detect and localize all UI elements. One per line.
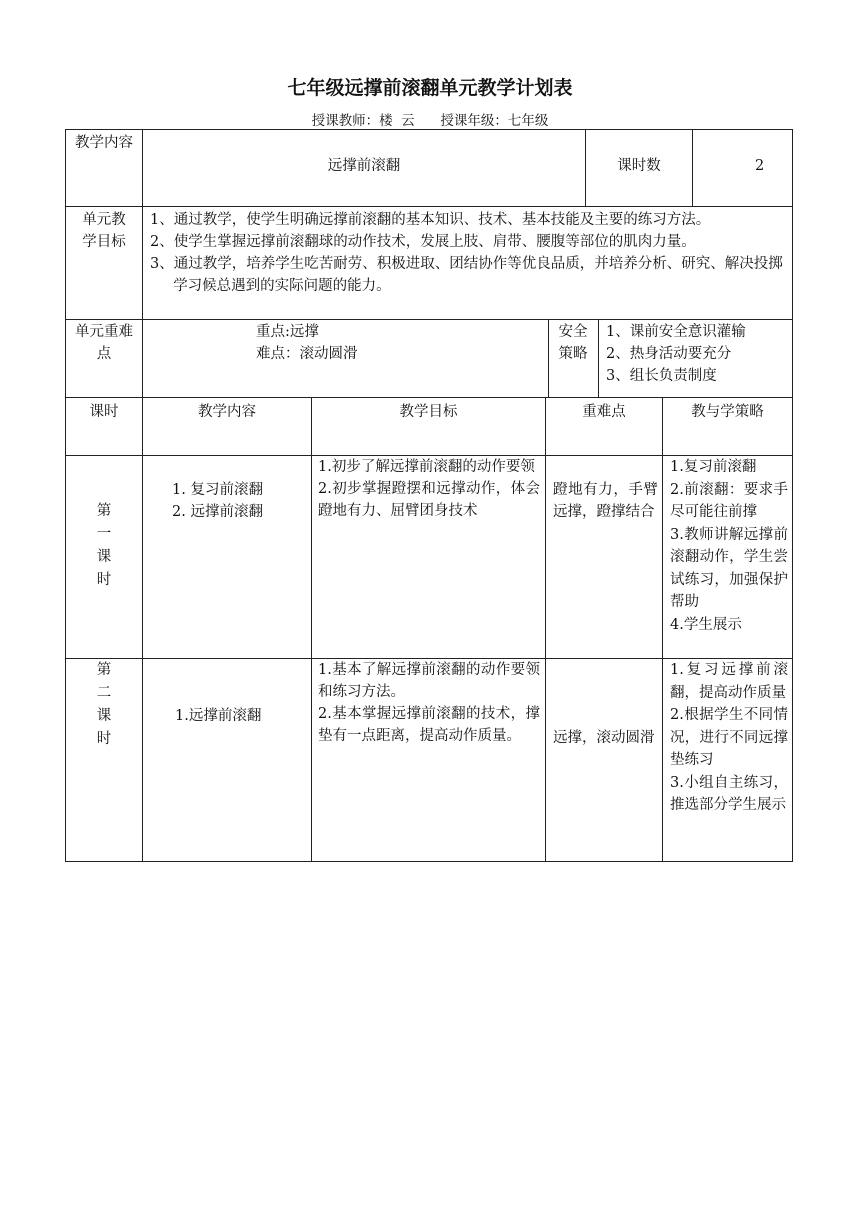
safety-item: 1、课前安全意识灌输 [606, 324, 746, 340]
lesson-objectives: 1.基本了解远撑前滚翻的动作要领和练习方法。 2.基本掌握远撑前滚翻的技术，撑垫有一点距离，提高动作质量。 [318, 662, 540, 744]
lesson-keypoints: 蹬地有力，手臂远撑，蹬撑结合 [553, 482, 658, 520]
lesson-objectives: 1.初步了解远撑前滚翻的动作要领 2.初步掌握蹬摆和远撑动作，体会蹬地有力、屈臂团身技术 [318, 459, 540, 519]
goal-item: 2、使学生掌握远撑前滚翻球的动作技术，发展上肢、肩带、腰腹等部位的肌肉力量。 [150, 234, 696, 250]
goals-label: 单元教学目标 [82, 212, 126, 250]
safety-list [606, 321, 790, 387]
goals-list [150, 209, 790, 297]
lesson-strategy: 1.复习远撑前滚翻，提高动作质量 2.根据学生不同情况，进行不同远撑垫练习 3.小组自主练习，推选部分学生展示 [670, 662, 788, 813]
content-label: 教学内容 [75, 135, 133, 151]
keypoints-label: 单元重难点 [75, 324, 133, 362]
key-point: 重点:远撑 [256, 324, 319, 340]
safety-item: 3、组长负责制度 [606, 368, 717, 384]
col-header-keypoints: 重难点 [582, 404, 626, 420]
lesson-strategy: 1.复习前滚翻 2.前滚翻：要求手尽可能往前撑 3.教师讲解远撑前滚翻动作，学生尝试练习，加强保护帮助 4.学生展示 [670, 459, 788, 633]
content-value: 远撑前滚翻 [327, 158, 401, 174]
safety-label: 安全策略 [558, 324, 588, 362]
lesson-name: 第二课时 [96, 662, 112, 747]
hours-label: 课时数 [617, 158, 661, 174]
teacher-label: 授课教师：楼 云 [311, 113, 415, 129]
lesson-content-item: 2. 远撑前滚翻 [172, 504, 263, 520]
col-header-strategy: 教与学策略 [691, 404, 764, 420]
col-header-lesson: 课时 [89, 404, 119, 420]
lesson-name: 第一课时 [96, 503, 112, 588]
page-title: 七年级远撑前滚翻单元教学计划表 [287, 77, 573, 99]
lesson-content [172, 479, 308, 523]
lesson-content-item: 1.远撑前滚翻 [175, 708, 262, 724]
subtitle [0, 109, 860, 129]
col-header-objectives: 教学目标 [399, 404, 458, 420]
goal-item: 3、通过教学，培养学生吃苦耐劳、积极进取、团结协作等优良品质，并培养分析、研究、解决投掷学习候总遇到的实际问题的能力。 [150, 256, 783, 294]
hours-value: 2 [755, 158, 765, 174]
safety-item: 2、热身活动要充分 [606, 346, 732, 362]
lesson-content [175, 705, 307, 727]
lesson-content-item: 1. 复习前滚翻 [172, 482, 263, 498]
difficult-point: 难点：滚动圆滑 [256, 346, 358, 362]
col-header-content: 教学内容 [198, 404, 256, 420]
grade-label: 授课年级：七年级 [440, 113, 549, 129]
goal-item: 1、通过教学，使学生明确远撑前滚翻的基本知识、技术、基本技能及主要的练习方法。 [150, 212, 711, 228]
lesson-keypoints: 远撑，滚动圆滑 [553, 730, 655, 746]
